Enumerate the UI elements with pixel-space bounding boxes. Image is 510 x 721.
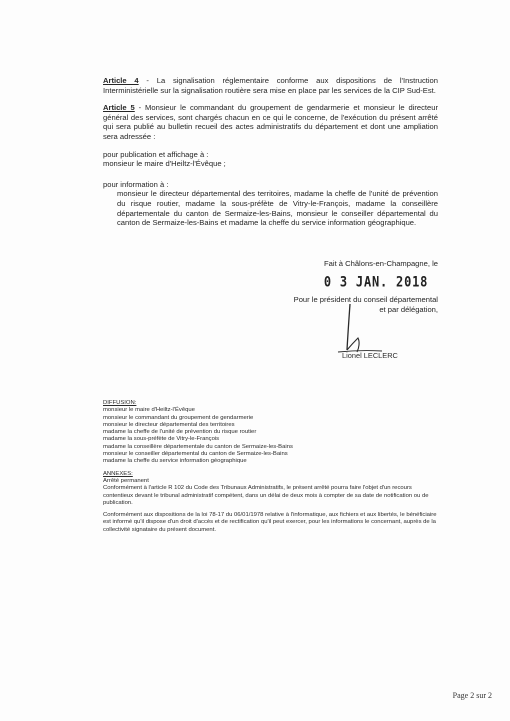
- page-number: Page 2 sur 2: [452, 691, 492, 700]
- informatique-notice: Conformément aux dispositions de la loi 78-17 du 06/01/1978 relative à l'informatique, aux fichiers et aux libertés, le bénéficiaire est informé qu'il dispose d'un droit d'accès et de rectification qu'il peut exercer, pour les informations le concernant, auprès de la collectivité signataire du présent document.: [103, 512, 437, 533]
- diffusion-item: madame la cheffe de l'unité de prévention du risque routier: [103, 429, 257, 436]
- annexes-item: Arrêté permanent: [103, 477, 149, 484]
- diffusion-title: DIFFUSION:: [103, 400, 137, 406]
- article-4-label: Article 4: [103, 76, 139, 85]
- diffusion-item: monsieur le conseiller départemental du canton de Sermaize-les-Bains: [103, 451, 288, 458]
- delegation-line-1: Pour le président du conseil départemental: [293, 295, 438, 304]
- article-5: [103, 103, 438, 141]
- article-5-label: Article 5: [103, 103, 135, 113]
- signature-place: Fait à Châlons-en-Champagne, le: [324, 259, 438, 268]
- diffusion-item: monsieur le maire d'Heiltz-l'Évêque: [103, 407, 195, 414]
- recours-notice: Conformément à l'article R 102 du Code des Tribunaux Administratifs, le présent arrêté pourra faire l'objet d'un recours contentieux devant le tribunal administratif compétent, dans un délai de deux mois à compter de sa date de notification ou de publication.: [103, 485, 429, 506]
- article-4: [103, 76, 438, 95]
- diffusion-item: monsieur le commandant du groupement de gendarmerie: [103, 414, 254, 421]
- delegation-line-2: et par délégation,: [379, 304, 438, 314]
- publication-heading: pour publication et affichage à :: [103, 149, 209, 159]
- diffusion-item: madame la conseillère départementale du canton de Sermaize-les-Bains: [103, 443, 293, 450]
- diffusion-item: monsieur le directeur départemental des territoires: [103, 421, 235, 428]
- decree-body: [103, 76, 438, 228]
- diffusion-item: madame la sous-préfète de Vitry-le-François: [103, 436, 220, 443]
- information-heading: pour information à :: [103, 179, 169, 189]
- article-4-text: - La signalisation réglementaire conforme aux dispositions de l'Instruction Interministérielle sur la signalisation routière sera mise en place par les services de la CIP Sud-Est.: [103, 76, 438, 95]
- annex-section: [103, 400, 438, 534]
- diffusion-item: madame la cheffe du service information géographique: [103, 458, 247, 465]
- publication-recipient: monsieur le maire d'Heiltz-l'Évêque ;: [103, 159, 226, 169]
- information-recipients: monsieur le directeur départemental des territoires, madame la cheffe de l'unité de prévention du risque routier, madame la sous-préfète de Vitry-le-François, madame la conseillère départementale du canton de Sermaize-les-Bains, monsieur le conseiller départemental du canton de Sermaize-les-Bains et madame la cheffe du service information géographique.: [117, 189, 438, 228]
- signatory-name: Lionel LECLERC: [342, 351, 398, 360]
- annexes-title: ANNEXES:: [103, 470, 133, 477]
- diffusion-list: [103, 407, 438, 465]
- article-5-text: - Monsieur le commandant du groupement de gendarmerie et monsieur le directeur général des services, sont chargés chacun en ce qui le concerne, de l'exécution du présent arrêté qui sera publié au bulletin recueil des actes administratifs du département et dont une ampliation sera adressée :: [103, 103, 438, 141]
- date-stamp: 0 3 JAN. 2018: [323, 273, 429, 291]
